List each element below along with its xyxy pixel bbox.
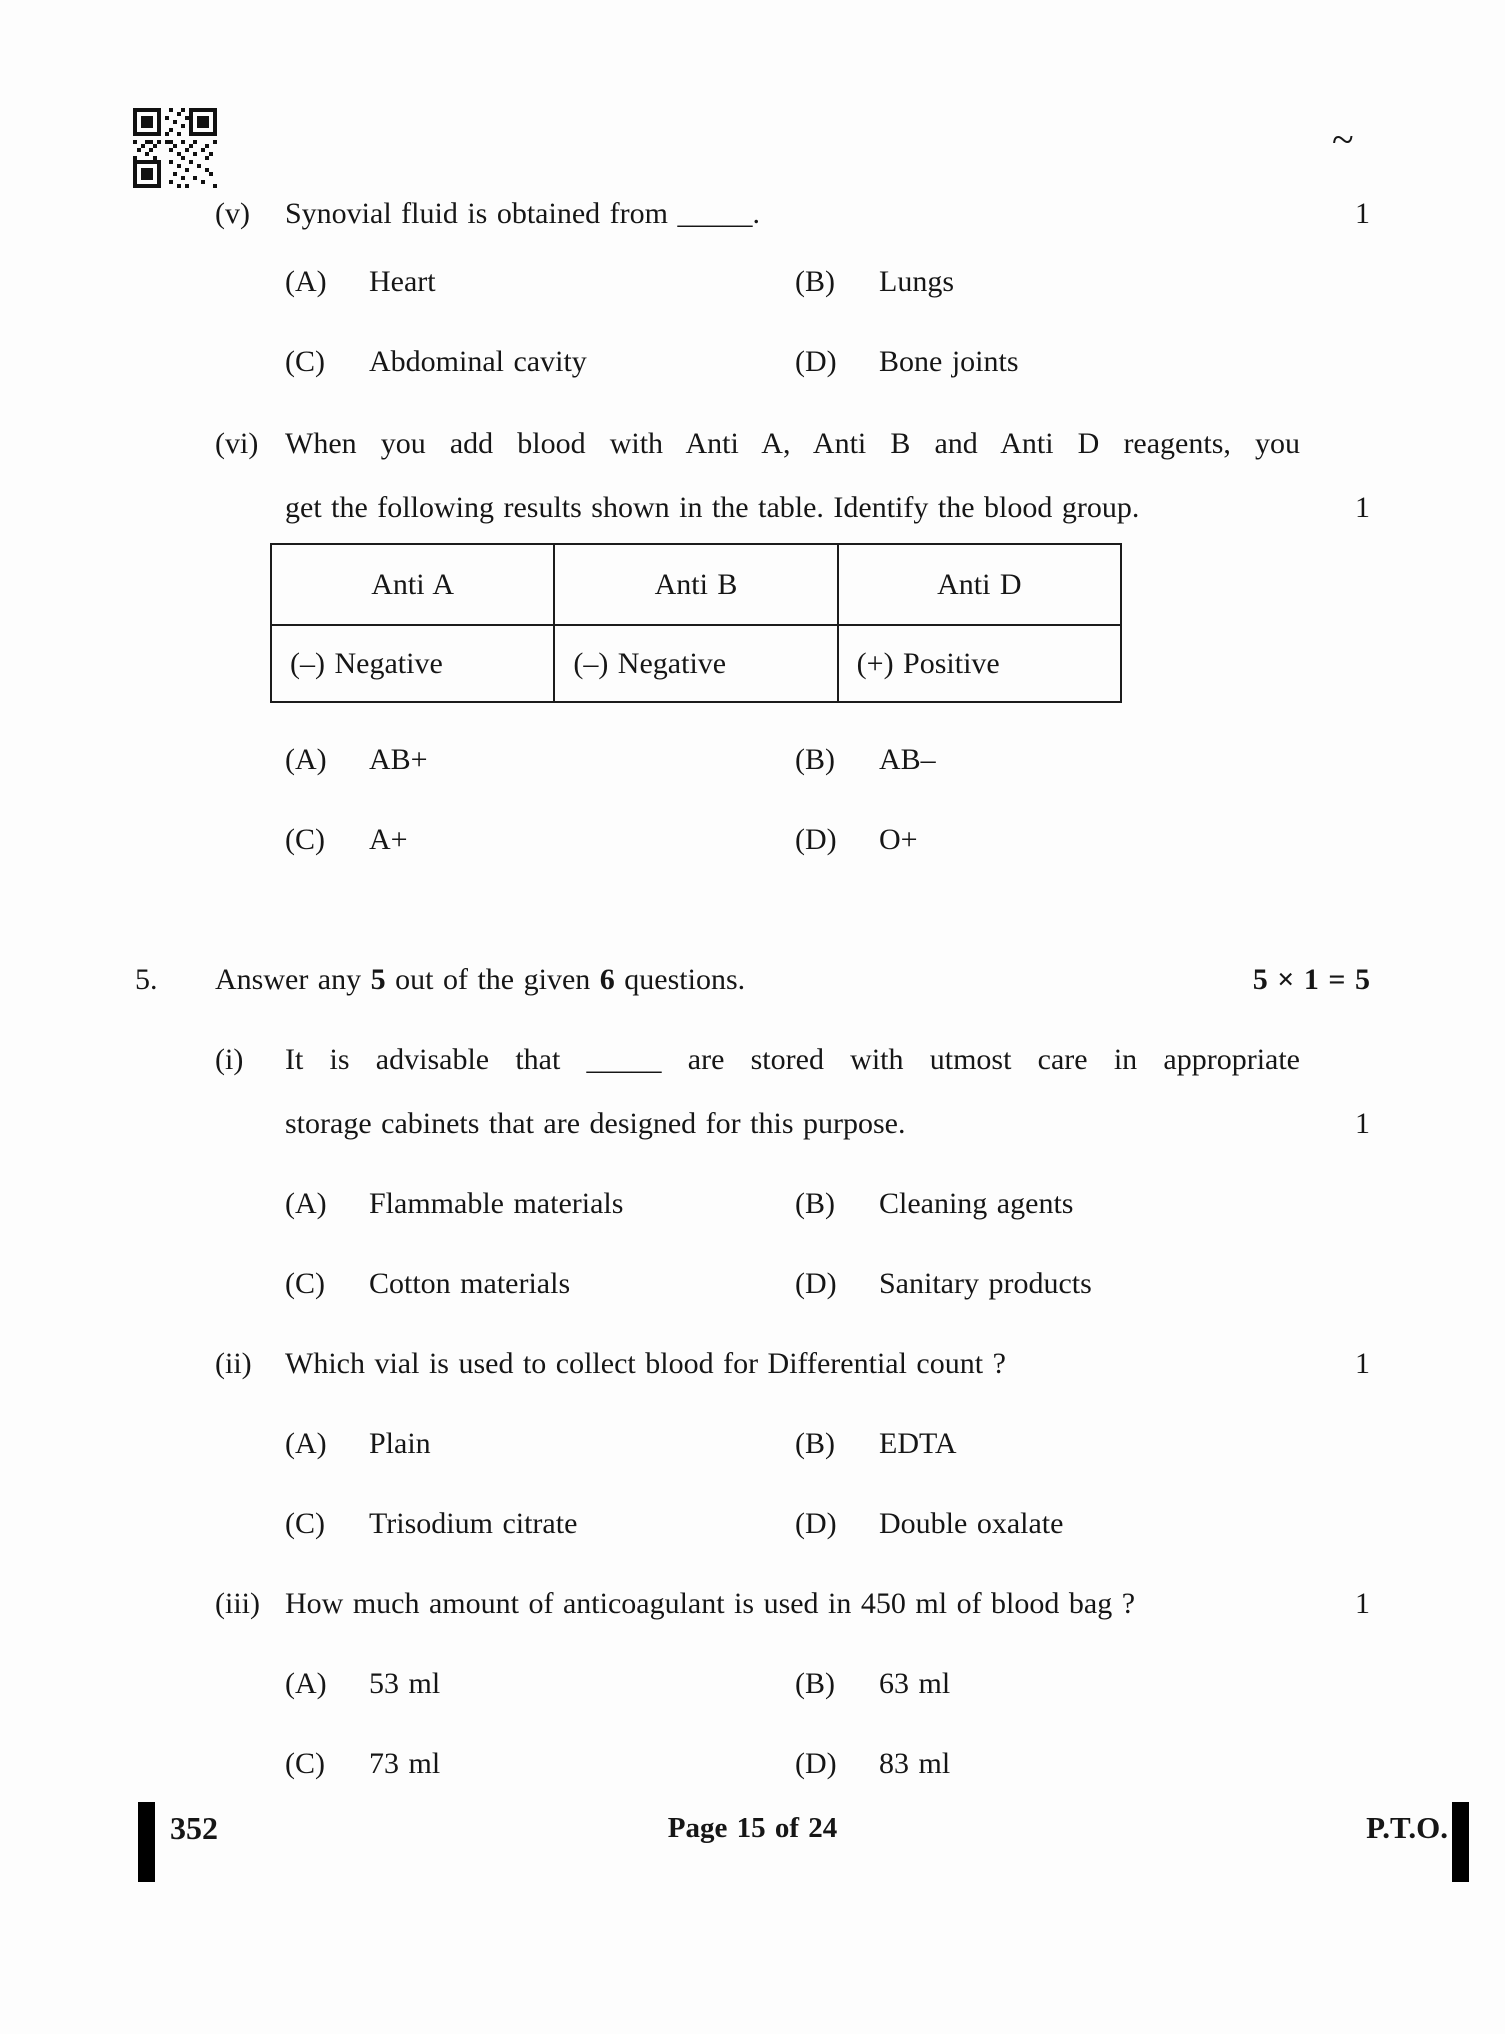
question-v-options-row-2: [285, 344, 1370, 380]
question-5-i-marks: 1: [1355, 1107, 1370, 1140]
question-5-i-text-line-1: It is advisable that _____ are stored with utmost care in appropriate: [285, 1043, 1300, 1076]
option-a-label: (A): [285, 743, 327, 776]
option-c-text: Abdominal cavity: [369, 345, 587, 378]
option-a: [285, 1427, 431, 1460]
question-5-marks-formula: 5 × 1 = 5: [1252, 963, 1370, 996]
option-d-label: (D): [795, 823, 837, 856]
option-b: [795, 1666, 950, 1702]
option-a-text: 53 ml: [369, 1667, 441, 1700]
question-5-i-options-row-2: [285, 1266, 1370, 1302]
option-d: [795, 1266, 1092, 1302]
table-cell-anti-d-result: (+) Positive: [838, 625, 1121, 702]
option-d-label: (D): [795, 1507, 837, 1540]
question-5-iii-marks: 1: [1355, 1587, 1370, 1620]
question-5-number: 5.: [135, 963, 158, 996]
tilde-mark: ~: [1332, 117, 1354, 162]
option-d: [795, 344, 1019, 380]
option-d-label: (D): [795, 1267, 837, 1300]
intro-part: out of the given: [385, 963, 600, 996]
option-a-label: (A): [285, 1187, 327, 1220]
option-c-label: (C): [285, 1267, 325, 1300]
option-a: [285, 265, 436, 298]
question-vi: [215, 426, 1370, 554]
table-cell-anti-b-result: (–) Negative: [554, 625, 837, 702]
option-a-text: Plain: [369, 1427, 431, 1460]
option-c: [285, 1507, 577, 1540]
question-5-ii-text: Which vial is used to collect blood for Differential count ?: [285, 1347, 1006, 1380]
option-a-text: Heart: [369, 265, 436, 298]
page-number: Page 15 of 24: [667, 1812, 838, 1844]
question-vi-options-row-2: [285, 822, 1370, 858]
question-5-ii-label: (ii): [215, 1347, 252, 1380]
option-d: [795, 1506, 1063, 1542]
option-c-label: (C): [285, 1507, 325, 1540]
option-d-label: (D): [795, 345, 837, 378]
option-a-label: (A): [285, 265, 327, 298]
question-5-iii-label: (iii): [215, 1587, 260, 1620]
question-v-label: (v): [215, 197, 250, 230]
table-header-anti-a: Anti A: [271, 544, 554, 625]
option-d-label: (D): [795, 1747, 837, 1780]
question-vi-options-row-1: [285, 742, 1370, 778]
option-a-label: (A): [285, 1667, 327, 1700]
table-cell-anti-a-result: (–) Negative: [271, 625, 554, 702]
question-5-i-options-row-1: [285, 1186, 1370, 1222]
option-d-text: O+: [879, 823, 918, 856]
intro-part: Answer any: [215, 963, 371, 996]
pto-label: P.T.O.: [1366, 1810, 1448, 1845]
option-a-text: AB+: [369, 743, 428, 776]
question-v-options-row-1: [285, 264, 1370, 300]
question-5-iii-options-row-2: [285, 1746, 1370, 1782]
option-b-text: Lungs: [879, 265, 954, 298]
option-c-text: Cotton materials: [369, 1267, 571, 1300]
option-b-text: Cleaning agents: [879, 1187, 1074, 1220]
option-c: [285, 345, 587, 378]
option-c: [285, 823, 408, 856]
option-b-text: AB–: [879, 743, 936, 776]
option-b: [795, 264, 954, 300]
option-a-text: Flammable materials: [369, 1187, 624, 1220]
question-5-iii: [215, 1586, 1370, 1622]
question-5-i: [215, 1042, 1370, 1170]
option-a: [285, 743, 428, 776]
option-a: [285, 1667, 440, 1700]
question-v-text: Synovial fluid is obtained from _____.: [285, 197, 760, 230]
question-5-i-label: (i): [215, 1043, 244, 1076]
option-a-label: (A): [285, 1427, 327, 1460]
blood-group-results-table: [270, 543, 1122, 703]
qr-code-icon: [133, 108, 217, 188]
option-b-text: EDTA: [879, 1427, 957, 1460]
option-d-text: Bone joints: [879, 345, 1019, 378]
question-5-ii-marks: 1: [1355, 1347, 1370, 1380]
paper-code: 352: [170, 1810, 218, 1846]
question-vi-text-line-1: When you add blood with Anti A, Anti B and Anti D reagents, you: [285, 427, 1300, 460]
option-a: [285, 1187, 623, 1220]
option-c-label: (C): [285, 823, 325, 856]
table-header-anti-d: Anti D: [838, 544, 1121, 625]
option-b-label: (B): [795, 1187, 835, 1220]
option-b-text: 63 ml: [879, 1667, 951, 1700]
option-b-label: (B): [795, 1427, 835, 1460]
intro-total: 6: [599, 963, 615, 996]
option-c-text: Trisodium citrate: [369, 1507, 578, 1540]
option-d-text: 83 ml: [879, 1747, 951, 1780]
question-vi-label: (vi): [215, 427, 259, 460]
option-b: [795, 742, 936, 778]
question-5-iii-text: How much amount of anticoagulant is used in 450 ml of blood bag ?: [285, 1587, 1136, 1620]
question-5-ii-options-row-1: [285, 1426, 1370, 1462]
question-vi-marks: 1: [1355, 491, 1370, 524]
option-c: [285, 1267, 570, 1300]
option-c: [285, 1747, 440, 1780]
question-vi-text-line-2: get the following results shown in the table. Identify the blood group.: [285, 491, 1140, 524]
option-b: [795, 1426, 957, 1462]
intro-part: questions.: [614, 963, 746, 996]
option-b: [795, 1186, 1073, 1222]
option-b-label: (B): [795, 1667, 835, 1700]
option-c-label: (C): [285, 345, 325, 378]
table-data-row: [271, 625, 1121, 702]
option-b-label: (B): [795, 743, 835, 776]
intro-count: 5: [370, 963, 386, 996]
question-v-marks: 1: [1355, 197, 1370, 230]
option-d: [795, 1746, 950, 1782]
question-5-iii-options-row-1: [285, 1666, 1370, 1702]
question-5-ii: [215, 1346, 1370, 1382]
option-b-label: (B): [795, 265, 835, 298]
option-c-text: A+: [369, 823, 408, 856]
table-header-row: [271, 544, 1121, 625]
option-c-label: (C): [285, 1747, 325, 1780]
option-d-text: Double oxalate: [879, 1507, 1064, 1540]
option-d-text: Sanitary products: [879, 1267, 1092, 1300]
table-header-anti-b: Anti B: [554, 544, 837, 625]
question-v: [215, 196, 1370, 232]
question-5: [135, 962, 1370, 998]
question-5-intro: [215, 962, 1230, 998]
option-c-text: 73 ml: [369, 1747, 441, 1780]
question-5-ii-options-row-2: [285, 1506, 1370, 1542]
footer-right-bar: [1452, 1802, 1469, 1882]
question-5-i-text-line-2: storage cabinets that are designed for this purpose.: [285, 1107, 906, 1140]
option-d: [795, 822, 918, 858]
